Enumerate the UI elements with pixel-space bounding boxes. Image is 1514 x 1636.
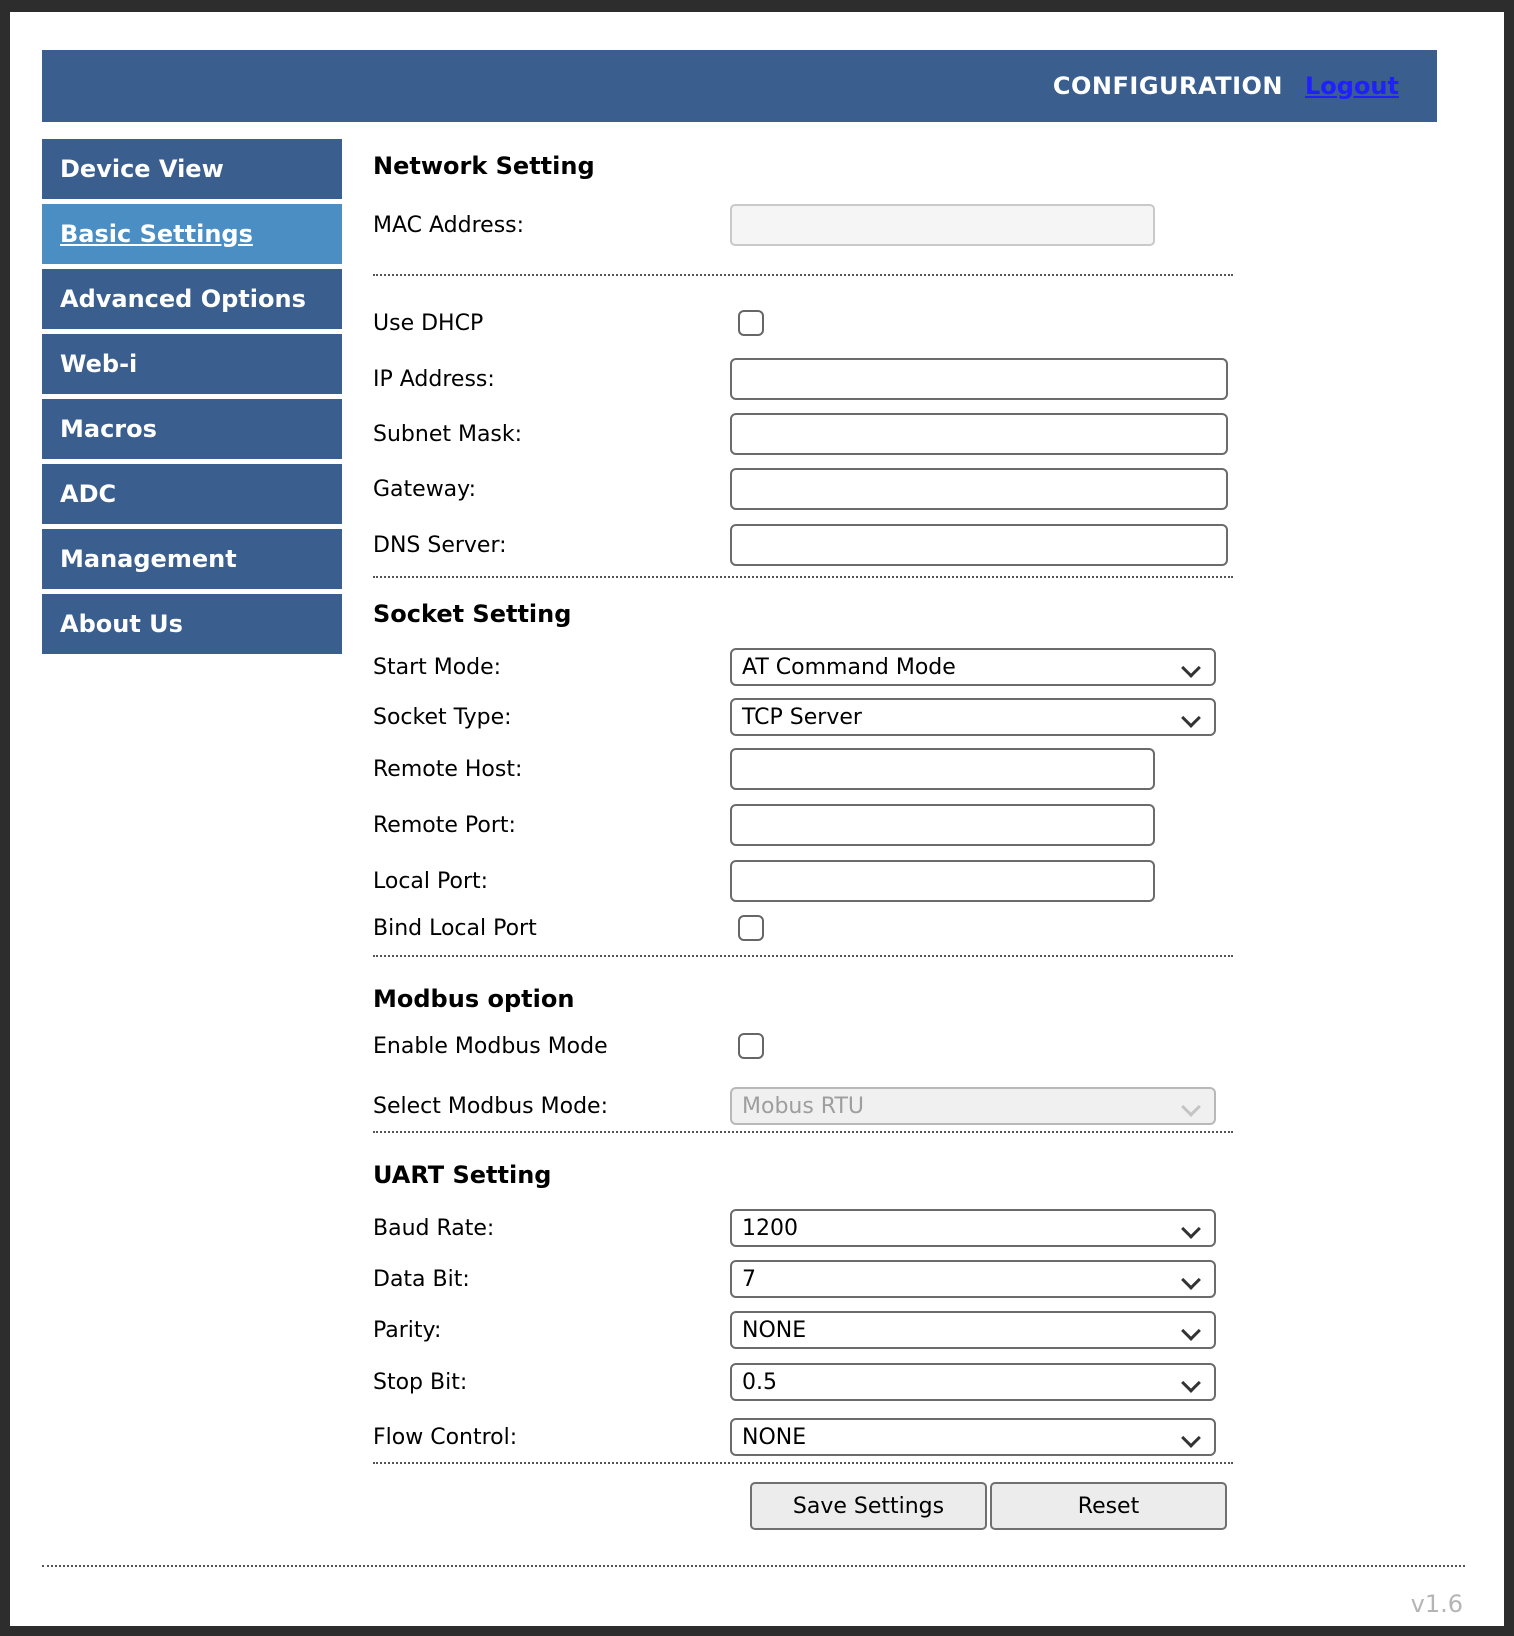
chevron-down-icon (1181, 1219, 1201, 1239)
select-modbus-mode-label: Select Modbus Mode: (373, 1093, 608, 1119)
dns-server-label: DNS Server: (373, 532, 507, 558)
data-bit-select[interactable]: 7 (730, 1260, 1216, 1298)
footer-separator (42, 1565, 1465, 1567)
action-buttons (373, 1482, 1233, 1530)
version-label: v1.6 (1410, 1590, 1463, 1618)
sidebar-item-about-us[interactable]: About Us (42, 594, 342, 654)
chevron-down-icon (1181, 1270, 1201, 1290)
sidebar-item-basic-settings[interactable]: Basic Settings (42, 204, 342, 264)
sidebar (42, 139, 342, 659)
flow-control-label: Flow Control: (373, 1424, 518, 1450)
main-content (373, 152, 1233, 1530)
sidebar-item-web-i[interactable]: Web-i (42, 334, 342, 394)
start-mode-label: Start Mode: (373, 654, 502, 680)
chevron-down-icon (1181, 1428, 1201, 1448)
sidebar-item-macros[interactable]: Macros (42, 399, 342, 459)
save-settings-button[interactable]: Save Settings (750, 1482, 987, 1530)
ip-address-field[interactable] (730, 358, 1228, 400)
socket-type-select[interactable]: TCP Server (730, 698, 1216, 736)
stop-bit-label: Stop Bit: (373, 1369, 468, 1395)
parity-row (373, 1311, 1233, 1349)
gateway-field[interactable] (730, 468, 1228, 510)
flow-control-select[interactable]: NONE (730, 1418, 1216, 1456)
remote-port-row (373, 804, 1233, 846)
chevron-down-icon (1181, 658, 1201, 678)
baud-rate-row (373, 1209, 1233, 1247)
separator (373, 274, 1233, 276)
stop-bit-row (373, 1363, 1233, 1401)
remote-host-field[interactable] (730, 748, 1155, 790)
start-mode-row (373, 648, 1233, 686)
subnet-mask-field[interactable] (730, 413, 1228, 455)
bind-local-port-checkbox[interactable] (738, 915, 764, 941)
ip-address-row (373, 358, 1233, 400)
separator (373, 955, 1233, 957)
separator (373, 1462, 1233, 1464)
socket-setting-heading: Socket Setting (373, 600, 572, 628)
remote-port-field[interactable] (730, 804, 1155, 846)
bind-local-port-label: Bind Local Port (373, 915, 537, 941)
separator (373, 1131, 1233, 1133)
reset-button[interactable]: Reset (990, 1482, 1227, 1530)
mac-address-label: MAC Address: (373, 212, 525, 238)
sidebar-item-advanced-options[interactable]: Advanced Options (42, 269, 342, 329)
dns-server-row (373, 524, 1233, 566)
sidebar-item-device-view[interactable]: Device View (42, 139, 342, 199)
network-setting-heading: Network Setting (373, 152, 595, 180)
use-dhcp-row (373, 310, 1233, 336)
baud-rate-label: Baud Rate: (373, 1215, 495, 1241)
gateway-label: Gateway: (373, 476, 476, 502)
page-title: CONFIGURATION (1052, 72, 1283, 100)
local-port-field[interactable] (730, 860, 1155, 902)
enable-modbus-row (373, 1033, 1233, 1059)
socket-type-label: Socket Type: (373, 704, 512, 730)
modbus-option-heading: Modbus option (373, 985, 575, 1013)
separator (373, 576, 1233, 578)
local-port-row (373, 860, 1233, 902)
data-bit-row (373, 1260, 1233, 1298)
subnet-mask-row (373, 413, 1233, 455)
ip-address-label: IP Address: (373, 366, 495, 392)
header-bar (42, 50, 1437, 122)
stop-bit-select[interactable]: 0.5 (730, 1363, 1216, 1401)
chevron-down-icon (1181, 1097, 1201, 1117)
logout-link[interactable]: Logout (1304, 72, 1399, 100)
bind-local-port-row (373, 915, 1233, 941)
chevron-down-icon (1181, 1321, 1201, 1341)
remote-host-label: Remote Host: (373, 756, 523, 782)
select-modbus-mode-row (373, 1087, 1233, 1125)
mac-address-field (730, 204, 1155, 246)
parity-select[interactable]: NONE (730, 1311, 1216, 1349)
sidebar-item-management[interactable]: Management (42, 529, 342, 589)
enable-modbus-label: Enable Modbus Mode (373, 1033, 608, 1059)
dns-server-field[interactable] (730, 524, 1228, 566)
sidebar-item-adc[interactable]: ADC (42, 464, 342, 524)
uart-setting-heading: UART Setting (373, 1161, 552, 1189)
chevron-down-icon (1181, 1373, 1201, 1393)
mac-address-row (373, 204, 1233, 246)
subnet-mask-label: Subnet Mask: (373, 421, 523, 447)
chevron-down-icon (1181, 708, 1201, 728)
local-port-label: Local Port: (373, 868, 489, 894)
socket-type-row (373, 698, 1233, 736)
use-dhcp-checkbox[interactable] (738, 310, 764, 336)
data-bit-label: Data Bit: (373, 1266, 470, 1292)
use-dhcp-label: Use DHCP (373, 310, 484, 336)
parity-label: Parity: (373, 1317, 442, 1343)
remote-port-label: Remote Port: (373, 812, 516, 838)
gateway-row (373, 468, 1233, 510)
remote-host-row (373, 748, 1233, 790)
baud-rate-select[interactable]: 1200 (730, 1209, 1216, 1247)
flow-control-row (373, 1418, 1233, 1456)
enable-modbus-checkbox[interactable] (738, 1033, 764, 1059)
start-mode-select[interactable]: AT Command Mode (730, 648, 1216, 686)
page (10, 12, 1504, 1626)
select-modbus-mode-select: Mobus RTU (730, 1087, 1216, 1125)
